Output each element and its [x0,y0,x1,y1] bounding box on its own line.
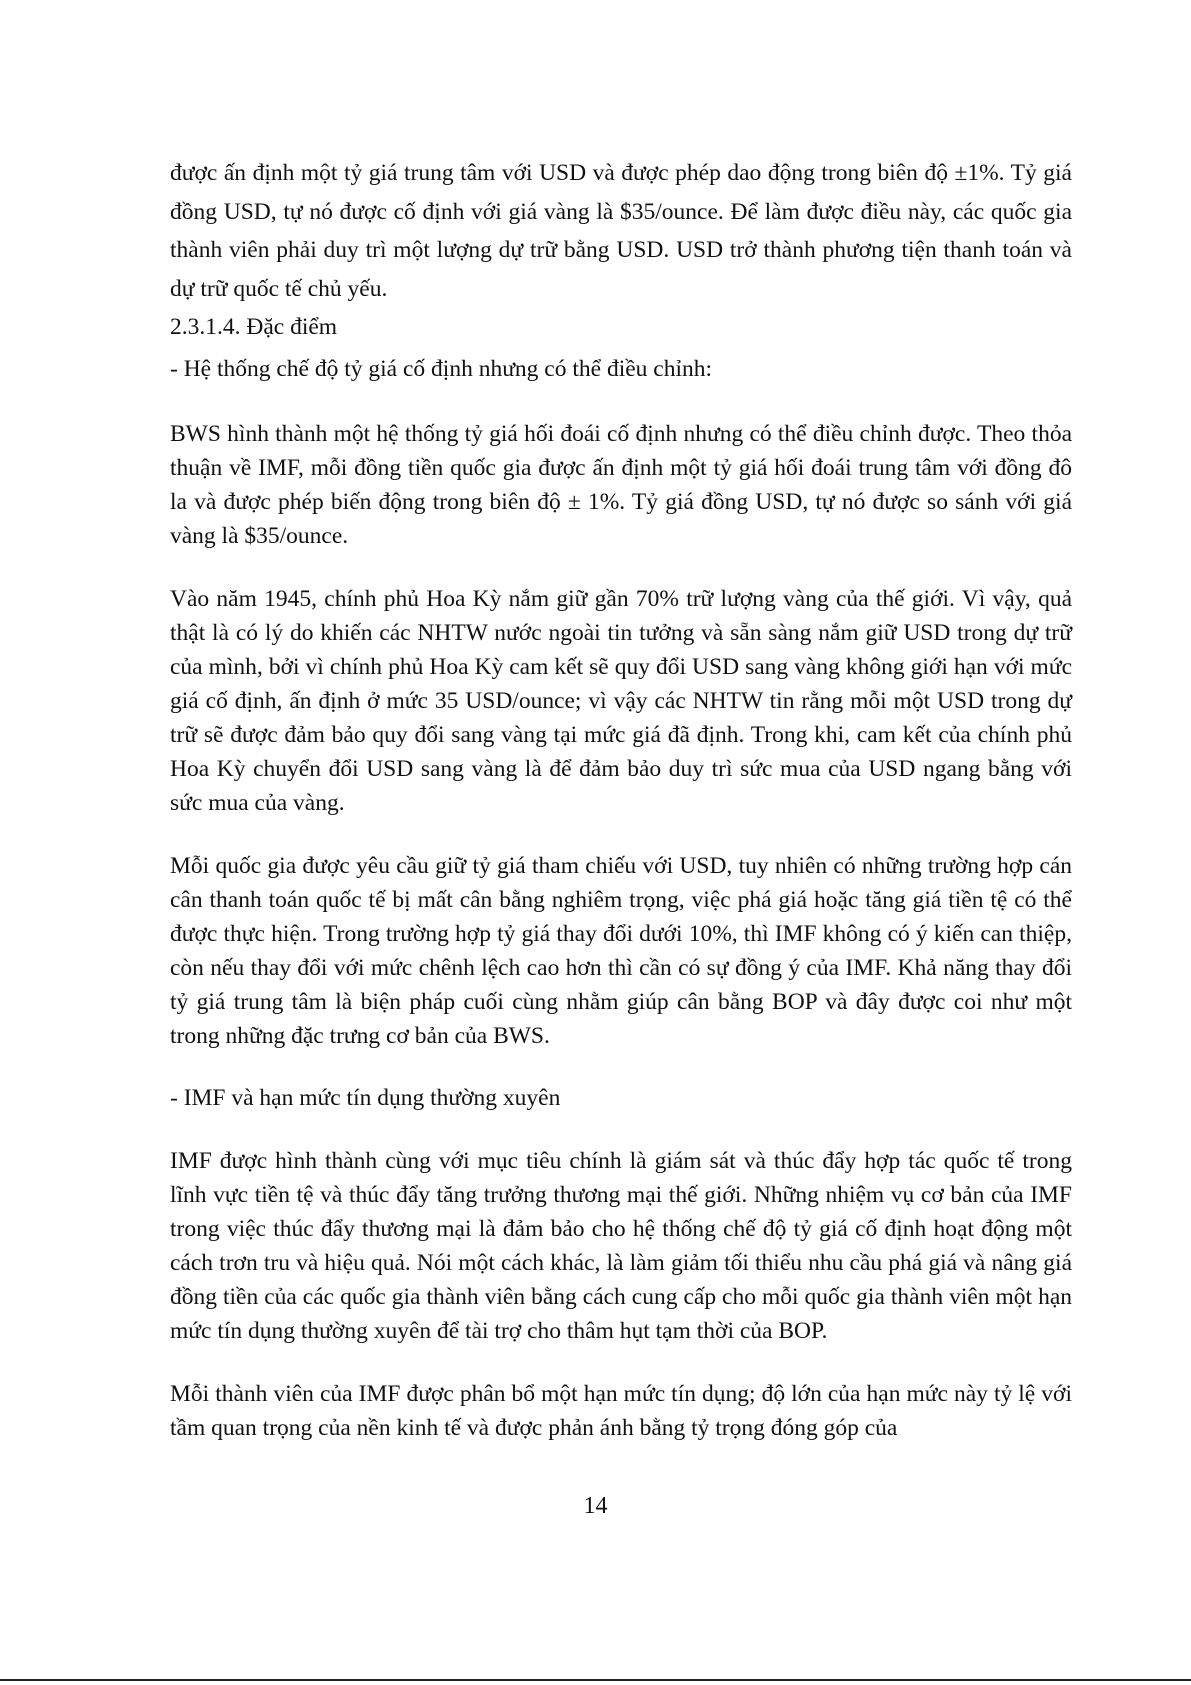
bottom-divider [0,1679,1191,1681]
page-number: 14 [583,1493,608,1519]
paragraph-us-gold-1945: Vào năm 1945, chính phủ Hoa Kỳ nắm giữ gần 70% trữ lượng vàng của thế giới. Vì vậy, quả thật là có lý do khiến các NHTW nước ngoài tin tưởng và sẵn sàng nắm giữ USD trong dự trữ của mình, bởi vì chính phủ Hoa Kỳ cam kết sẽ quy đổi USD sang vàng không giới hạn với mức giá cố định, ấn định ở mức 35 USD/ounce; vì vậy các NHTW tin rằng mỗi một USD trong dự trữ sẽ được đảm bảo quy đổi sang vàng tại mức giá đã định. Trong khi, cam kết của chính phủ Hoa Kỳ chuyển đổi USD sang vàng là để đảm bảo duy trì sức mua của USD ngang bằng với sức mua của vàng. [170,586,1072,816]
paragraph-reference-rate: Mỗi quốc gia được yêu cầu giữ tỷ giá tham chiếu với USD, tuy nhiên có những trường hợp cán cân thanh toán quốc tế bị mất cân bằng nghiêm trọng, việc phá giá hoặc tăng giá tiền tệ có thể được thực hiện. Trong trường hợp tỷ giá thay đổi dưới 10%, thì IMF không có ý kiến can thiệp, còn nếu thay đổi với mức chênh lệch cao hơn thì cần có sự đồng ý của IMF. Khả năng thay đổi tỷ giá trung tâm là biện pháp cuối cùng nhằm giúp cân bằng BOP và đây được coi như một trong những đặc trưng cơ bản của BWS. [170,853,1072,1049]
bullet-fixed-adjustable-system: - Hệ thống chế độ tỷ giá cố định nhưng có thể điều chỉnh: [170,356,713,382]
section-heading: 2.3.1.4. Đặc điểm [170,314,338,340]
paragraph-credit-allocation: Mỗi thành viên của IMF được phân bổ một hạn mức tín dụng; độ lớn của hạn mức này tỷ lệ với tầm quan trọng của nền kinh tế và được phản ánh bằng tỷ trọng đóng góp của [170,1381,1072,1441]
bullet-imf-credit: - IMF và hạn mức tín dụng thường xuyên [170,1085,561,1111]
paragraph-imf-formation: IMF được hình thành cùng với mục tiêu chính là giám sát và thúc đẩy hợp tác quốc tế trong lĩnh vực tiền tệ và thúc đẩy tăng trưởng thương mại thế giới. Những nhiệm vụ cơ bản của IMF trong việc thúc đẩy thương mại là đảm bảo cho hệ thống chế độ tỷ giá cố định hoạt động một cách trơn tru và hiệu quả. Nói một cách khác, là làm giảm tối thiểu nhu cầu phá giá và nâng giá đồng tiền của các quốc gia thành viên bằng cách cung cấp cho mỗi quốc gia thành viên một hạn mức tín dụng thường xuyên để tài trợ cho thâm hụt tạm thời của BOP. [170,1148,1072,1344]
paragraph-intro-continuation: được ấn định một tỷ giá trung tâm với USD và được phép dao động trong biên độ ±1%. Tỷ giá đồng USD, tự nó được cố định với giá vàng là $35/ounce. Để làm được điều này, các quốc gia thành viên phải duy trì một lượng dự trữ bằng USD. USD trở thành phương tiện thanh toán và dự trữ quốc tế chủ yếu. [170,160,1072,302]
page-body [170,154,1072,1445]
paragraph-bws-fixed-rate: BWS hình thành một hệ thống tỷ giá hối đoái cố định nhưng có thể điều chỉnh được. Theo thỏa thuận về IMF, mỗi đồng tiền quốc gia được ấn định một tỷ giá hối đoái trung tâm với đồng đô la và được phép biến động trong biên độ ± 1%. Tỷ giá đồng USD, tự nó được so sánh với giá vàng là $35/ounce. [170,421,1072,549]
